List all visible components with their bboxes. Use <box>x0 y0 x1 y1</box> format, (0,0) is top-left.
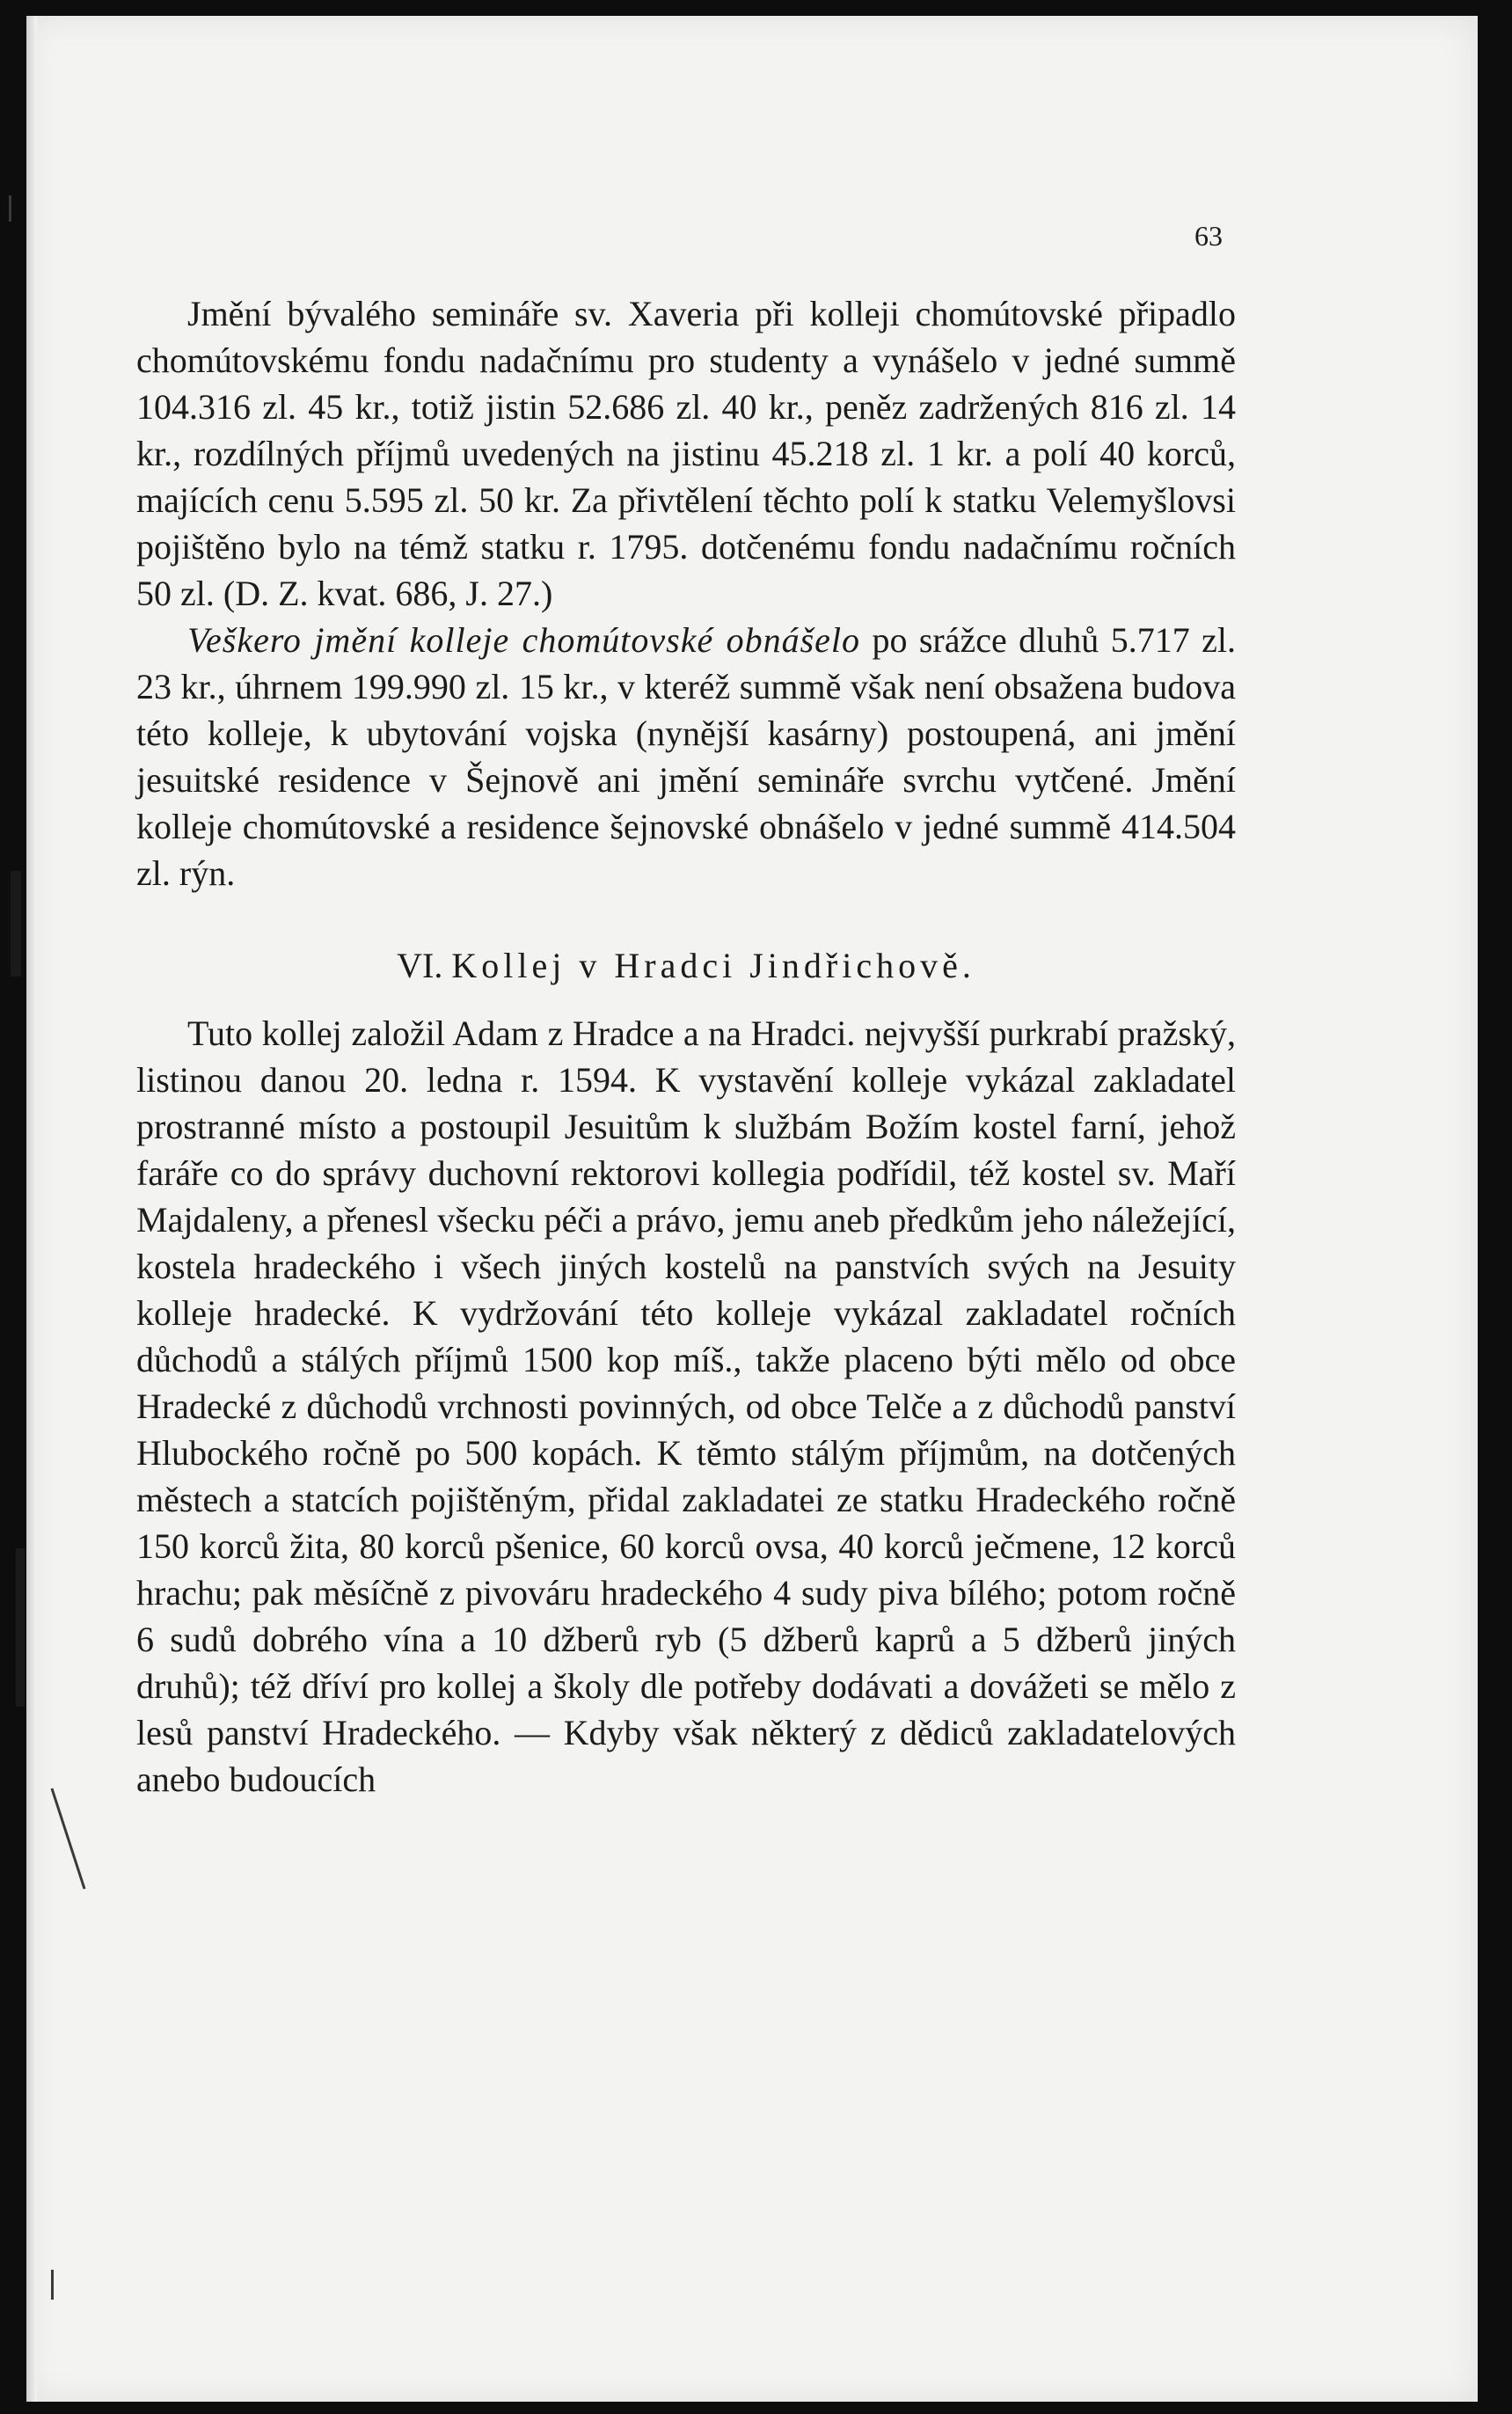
section-heading <box>136 942 1236 989</box>
section-title: Kollej v Hradci Jindřichově. <box>451 946 975 985</box>
page-body <box>136 290 1236 1803</box>
scan-artifact-mark <box>51 2270 54 2300</box>
scan-artifact-mark <box>16 1548 25 1707</box>
paragraph-1: Jmění bývalého semináře sv. Xaveria při kolleji chomútovské připadlo chomútovskému fondu nadačnímu pro studenty a vynášelo v jedné summě 104.316 zl. 45 kr., totiž jistin 52.686 zl. 40 kr., peněz zadržených 816 zl. 14 kr., rozdílných příjmů uvedených na jistinu 45.218 zl. 1 kr. a polí 40 korců, majících cenu 5.595 zl. 50 kr. Za přivtělení těchto polí k statku Velemyšlovsi pojištěno bylo na témž statku r. 1795. dotčenému fondu nadačnímu ročních 50 zl. (D. Z. kvat. 686, J. 27.) <box>136 294 1236 613</box>
page-gutter-shadow <box>26 16 37 2402</box>
page-number: 63 <box>1194 220 1223 252</box>
scan-artifact-mark <box>9 195 11 222</box>
paragraph-3: Tuto kollej založil Adam z Hradce a na Hradci. nejvyšší purkrabí pražský, listinou danou 20. ledna r. 1594. K vystavění kolleje vykázal zakladatel prostranné místo a postoupil Jesuitům k službám Božím kostel farní, jehož faráře co do správy duchovní rektorovi kollegia podřídil, též kostel sv. Maří Majdaleny, a přenesl všecku péči a právo, jemu aneb předkům jeho náležející, kostela hradeckého i všech jiných kostelů na panstvích svých na Jesuity kolleje hradecké. K vydržování této kolleje vykázal zakladatel ročních důchodů a stálých příjmů 1500 kop míš., takže placeno býti mělo od obce Hradecké z důchodů vrchnosti povinných, od obce Telče a z důchodů panství Hlubockého ročně po 500 kopách. K těmto stálým příjmům, na dotčených městech a statcích pojištěným, přidal zakladatei ze statku Hradeckého ročně 150 korců žita, 80 korců pšenice, 60 korců ovsa, 40 korců ječmene, 12 korců hrachu; pak měsíčně z pivováru hradeckého 4 sudy piva bílého; potom ročně 6 sudů dobrého vína a 10 džberů ryb (5 džberů kaprů a 5 džberů jiných druhů); též dříví pro kollej a školy dle potřeby dodávati a dovážeti se mělo z lesů panství Hradeckého. — Kdyby však některý z dědiců zakladatelových anebo budoucích <box>136 1013 1236 1799</box>
paragraph-2-italic-lead: Veškero jmění kolleje chomútovské obnášelo <box>187 620 861 660</box>
paragraph-2-rest: po srážce dluhů 5.717 zl. 23 kr., úhrnem 199.990 zl. 15 kr., v kteréž summě však není obsažena budova této kolleje, k ubytování vojska (nynější kasárny) postoupená, ani jmění jesuitské residence v Šejnově ani jmění semináře svrchu vytčené. Jmění kolleje chomútovské a residence šejnovské obnášelo v jedné summě 414.504 zl. rýn. <box>136 620 1236 893</box>
book-page <box>26 16 1478 2402</box>
section-numeral: VI. <box>397 946 443 985</box>
paragraph-2 <box>136 617 1236 896</box>
scan-artifact-mark <box>11 871 21 977</box>
